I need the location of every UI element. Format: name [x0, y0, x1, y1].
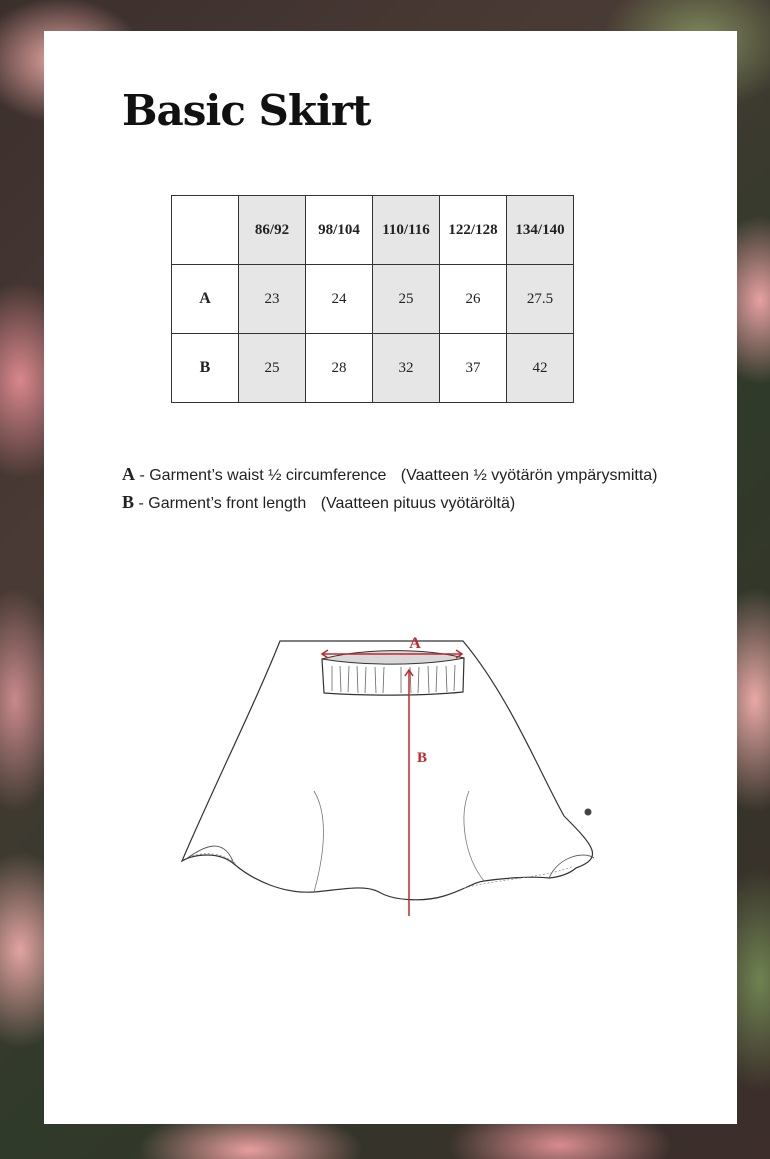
- size-header: 98/104: [306, 196, 373, 265]
- size-header: 134/140: [507, 196, 574, 265]
- row-label: B: [172, 334, 239, 403]
- measurement-legend: [122, 461, 658, 517]
- legend-translation: (Vaatteen pituus vyötäröltä): [320, 495, 516, 512]
- table-row: [172, 265, 574, 334]
- table-cell: 27.5: [507, 265, 574, 334]
- measure-label-a: A: [409, 635, 421, 652]
- row-label: A: [172, 265, 239, 334]
- table-cell: 25: [239, 334, 306, 403]
- page-title: Basic Skirt: [122, 86, 371, 135]
- table-cell: 37: [440, 334, 507, 403]
- size-header: 110/116: [373, 196, 440, 265]
- size-header: 122/128: [440, 196, 507, 265]
- table-cell: 26: [440, 265, 507, 334]
- corner-cell: [172, 196, 239, 265]
- legend-text: - Garment’s front length: [138, 495, 307, 512]
- table-cell: 24: [306, 265, 373, 334]
- skirt-diagram: [164, 596, 624, 916]
- table-row: [172, 334, 574, 403]
- table-cell: 23: [239, 265, 306, 334]
- garment-tag: [585, 809, 592, 816]
- legend-item-a: [122, 461, 658, 489]
- legend-key: B: [122, 492, 135, 512]
- legend-key: A: [122, 464, 135, 484]
- table-cell: 42: [507, 334, 574, 403]
- legend-item-b: [122, 489, 658, 517]
- table-cell: 28: [306, 334, 373, 403]
- legend-text: - Garment’s waist ½ circumference: [139, 467, 387, 484]
- size-header-row: [172, 196, 574, 265]
- table-cell: 25: [373, 265, 440, 334]
- legend-translation: (Vaatteen ½ vyötärön ympärysmitta): [400, 467, 658, 484]
- size-chart-card: [44, 31, 737, 1124]
- measure-label-b: B: [417, 750, 428, 766]
- size-table: [171, 195, 574, 403]
- table-cell: 32: [373, 334, 440, 403]
- size-header: 86/92: [239, 196, 306, 265]
